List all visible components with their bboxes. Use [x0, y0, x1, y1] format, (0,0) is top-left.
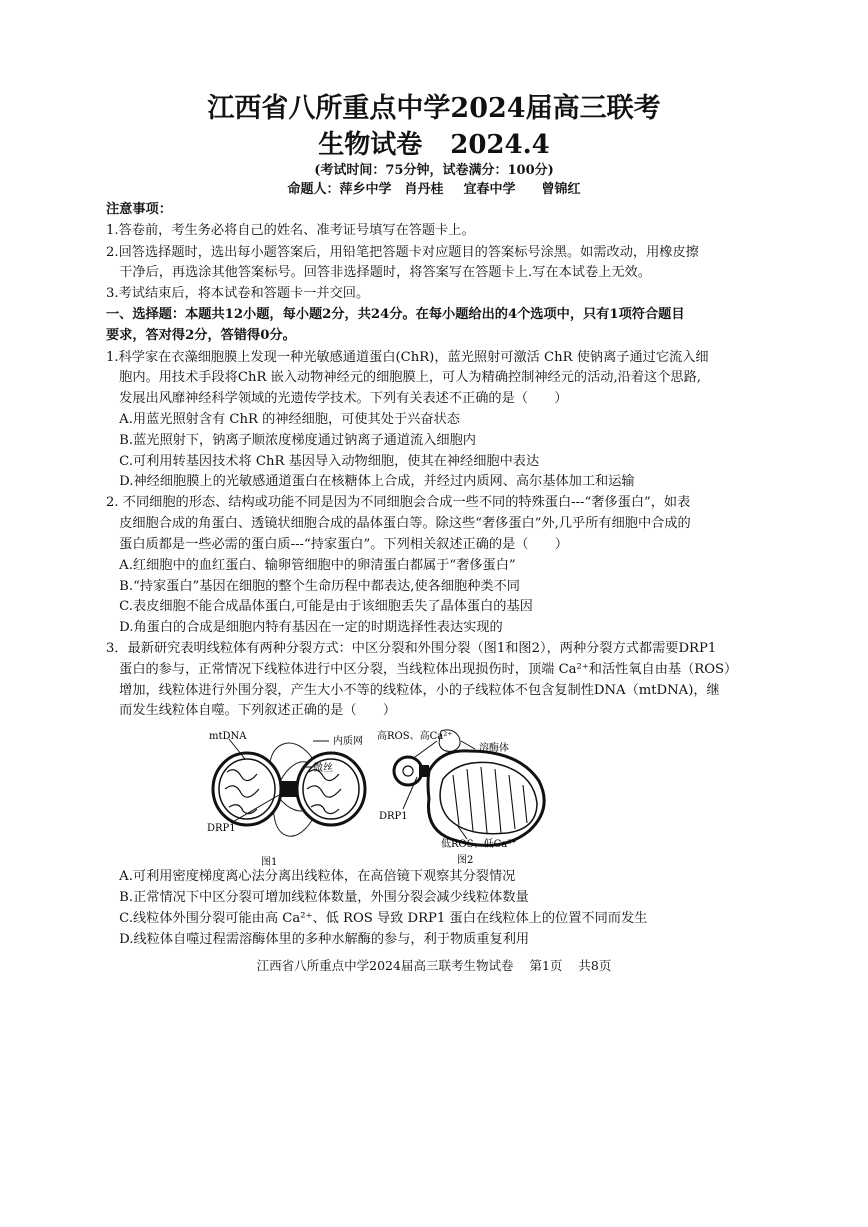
notes-heading: 注意事项：: [106, 202, 172, 217]
subject-label: 生物试卷: [318, 130, 423, 160]
footer-exam-name: 江西省八所重点中学2024届高三联考生物试卷: [256, 958, 514, 973]
q1-stem-2: 胞内。用技术手段将ChR 嵌入动物神经元的细胞膜上，可人为精确控制神经元的活动,沿着这个思路,: [106, 370, 701, 385]
q1-stem-1: 1.科学家在衣藻细胞膜上发现一种光敏感通道蛋白(ChR)，蓝光照射可激活 ChR 使钠离子通过它流入细: [106, 350, 709, 365]
footer-total-pages: 共8页: [578, 958, 612, 973]
q1-option-d: D.神经细胞膜上的光敏感通道蛋白在核糖体上合成，并经过内质网、高尔基体加工和运输: [106, 474, 635, 489]
label-lysosome: 溶酶体: [479, 743, 509, 754]
author-2: 宜春中学 曾锦红: [463, 182, 581, 197]
label-er: 内质网: [333, 736, 363, 747]
label-high-ros-ca: 高ROS、高Ca²⁺: [377, 731, 453, 742]
author-1: 命题人：萍乡中学 肖丹桂: [287, 182, 444, 197]
section-heading-b: 要求，答对得2分，答错得0分。: [106, 328, 296, 343]
figure-1-caption: 图1: [261, 857, 278, 868]
exam-info: (考试时间：75分钟，试卷满分：100分): [314, 163, 554, 178]
q1-option-a: A.用蓝光照射含有 ChR 的神经细胞，可使其处于兴奋状态: [106, 412, 460, 427]
q2-option-b: B.“持家蛋白”基因在细胞的整个生命历程中都表达,使各细胞种类不同: [106, 579, 520, 594]
q3-option-b: B.正常情况下中区分裂可增加线粒体数量，外围分裂会减少线粒体数量: [106, 890, 529, 905]
q2-option-d: D.角蛋白的合成是细胞内特有基因在一定的时期选择性表达实现的: [106, 620, 503, 635]
q3-stem-2: 蛋白的参与，正常情况下线粒体进行中区分裂，当线粒体出现损伤时，顶端 Ca²⁺和活性氧自由基（ROS）: [106, 662, 738, 677]
q1-stem-3: 发展出风靡神经科学领域的光遗传学技术。下列有关表述不正确的是（ ）: [106, 391, 568, 406]
label-microfilament: 微丝: [313, 763, 333, 774]
label-mtdna: mtDNA: [209, 731, 247, 742]
q3-option-a: A.可利用密度梯度离心法分离出线粒体，在高倍镜下观察其分裂情况: [106, 869, 516, 884]
q2-stem-3: 蛋白质都是一些必需的蛋白质---“持家蛋白”。下列相关叙述正确的是（ ）: [106, 537, 569, 552]
authors: [0, 178, 868, 197]
note-2b: 干净后，再选涂其他答案标号。回答非选择题时，将答案写在答题卡上.写在本试卷上无效。: [106, 265, 651, 280]
label-low-ros-ca: 低ROS、低Ca²⁺: [441, 839, 517, 850]
q3-stem-4: 而发生线粒体自噬。下列叙述正确的是（ ）: [106, 703, 397, 718]
figure-2-diagram: [394, 730, 544, 846]
footer-page-number: 第1页: [529, 958, 563, 973]
page-footer: [0, 956, 868, 974]
exam-title: 江西省八所重点中学2024届高三联考: [207, 93, 661, 124]
q1-option-c: C.可利用转基因技术将 ChR 基因导入动物细胞，使其在神经细胞中表达: [106, 454, 540, 469]
figure-2-caption: 图2: [457, 855, 474, 866]
mitochondria-fission-figure: [205, 727, 585, 869]
q3-stem-3: 增加，线粒体进行外围分裂，产生大小不等的线粒体，小的子线粒体不包含复制性DNA（mtDNA)，继: [106, 683, 720, 698]
figure-1-diagram: [213, 736, 365, 841]
label-drp1-fig1: DRP1: [207, 823, 236, 834]
note-3: 3.考试结束后，将本试卷和答题卡一并交回。: [106, 286, 370, 301]
q2-stem-2: 皮细胞合成的角蛋白、透镜状细胞合成的晶体蛋白等。除这些“奢侈蛋白”外,几乎所有细胞中合成的: [106, 516, 691, 531]
label-drp1-fig2: DRP1: [379, 811, 408, 822]
exam-subject: [0, 124, 868, 161]
q2-option-c: C.表皮细胞不能合成晶体蛋白,可能是由于该细胞丢失了晶体蛋白的基因: [106, 599, 533, 614]
q1-option-b: B.蓝光照射下，钠离子顺浓度梯度通过钠离子通道流入细胞内: [106, 433, 476, 448]
section-heading-a: 一、选择题：本题共12小题，每小题2分，共24分。在每小题给出的4个选项中，只有1项符合题目: [106, 307, 685, 322]
note-1: 1.答卷前，考生务必将自己的姓名、准考证号填写在答题卡上。: [106, 223, 475, 238]
q3-option-c: C.线粒体外围分裂可能由高 Ca²⁺、低 ROS 导致 DRP1 蛋白在线粒体上的位置不同而发生: [106, 911, 648, 926]
q3-stem-1: 3．最新研究表明线粒体有两种分裂方式：中区分裂和外围分裂（图1和图2），两种分裂方式都需要DRP1: [106, 641, 717, 656]
q2-option-a: A.红细胞中的血红蛋白、输卵管细胞中的卵清蛋白都属于“奢侈蛋白”: [106, 558, 516, 573]
exam-date: 2024.4: [450, 130, 550, 160]
note-2a: 2.回答选择题时，选出每小题答案后，用铅笔把答题卡对应题目的答案标号涂黑。如需改动，用橡皮擦: [106, 245, 699, 260]
q2-stem-1: 2. 不同细胞的形态、结构或功能不同是因为不同细胞会合成一些不同的特殊蛋白---“奢侈蛋白”，如表: [106, 495, 691, 510]
q3-option-d: D.线粒体自噬过程需溶酶体里的多种水解酶的参与，利于物质重复利用: [106, 932, 530, 947]
